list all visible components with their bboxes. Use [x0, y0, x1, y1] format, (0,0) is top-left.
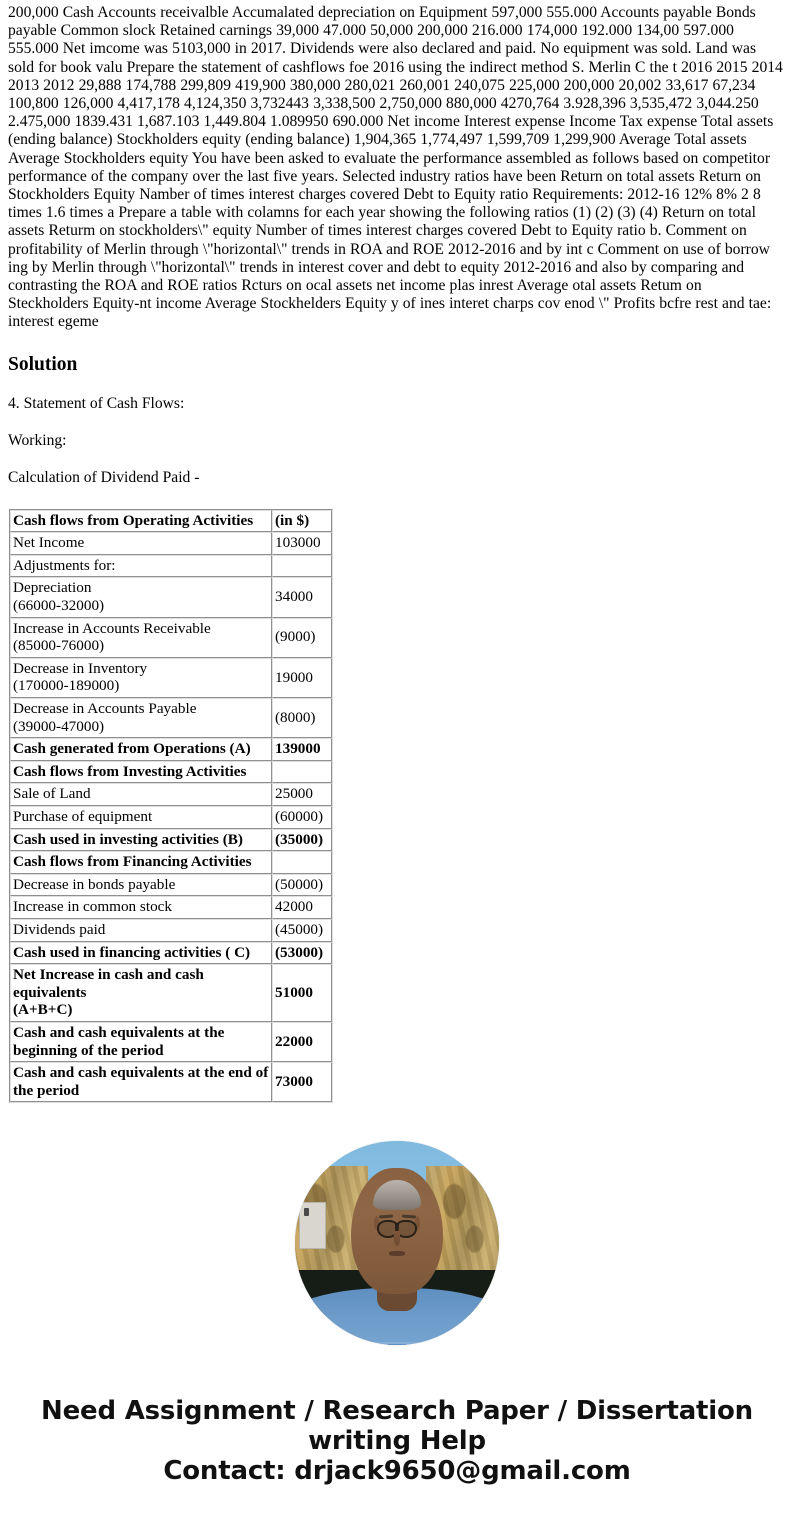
table-cell-value: (9000): [272, 618, 332, 658]
table-cell-value: [272, 555, 332, 578]
table-cell-label: Increase in Accounts Receivable (85000-76000): [10, 618, 272, 658]
hair: [373, 1180, 421, 1209]
table-cell-subtext: (A+B+C): [13, 1001, 73, 1019]
table-row: [10, 851, 332, 874]
table-row: [10, 829, 332, 852]
table-header-value: (in $): [272, 510, 332, 533]
cash-flow-table-wrapper: [0, 509, 794, 1104]
head: [351, 1168, 443, 1294]
table-cell-value: (50000): [272, 874, 332, 897]
table-cell-value: 22000: [272, 1022, 332, 1062]
table-cell-value: 19000: [272, 658, 332, 698]
table-row: [10, 942, 332, 965]
table-cell-value: 34000: [272, 577, 332, 617]
table-row: [10, 806, 332, 829]
table-row: [10, 874, 332, 897]
table-row: [10, 964, 332, 1022]
table-cell-label: Cash used in investing activities (B): [10, 829, 272, 852]
solution-heading: Solution: [8, 353, 78, 375]
table-cell-label: Decrease in Inventory (170000-189000): [10, 658, 272, 698]
table-row: [10, 698, 332, 738]
statement-of-cash-flows-line: 4. Statement of Cash Flows:: [8, 394, 185, 412]
table-cell-value: 42000: [272, 896, 332, 919]
table-cell-subtext: (39000-47000): [13, 717, 105, 735]
glasses-bridge: [395, 1224, 400, 1226]
table-row: [10, 1022, 332, 1062]
table-cell-subtext: (85000-76000): [13, 637, 105, 655]
shirt-placket: [387, 1344, 407, 1346]
table-cell-label: Depreciation (66000-32000): [10, 577, 272, 617]
table-row: [10, 658, 332, 698]
table-row: [10, 618, 332, 658]
table-cell-label: Cash and cash equivalents at the beginning of the period: [10, 1022, 272, 1062]
calculation-of-dividend-paid-line: Calculation of Dividend Paid -: [8, 468, 200, 486]
table-cell-label: Cash and cash equivalents at the end of the period: [10, 1062, 272, 1102]
avatar-scene: [295, 1141, 499, 1345]
table-row: [10, 783, 332, 806]
table-row: [10, 555, 332, 578]
table-cell-value: 73000: [272, 1062, 332, 1102]
footer-line-3: Contact: drjack9650@gmail.com: [163, 1456, 631, 1487]
table-cell-value: 103000: [272, 532, 332, 555]
table-cell-value: 139000: [272, 738, 332, 761]
cash-flow-statement-table: [9, 509, 333, 1104]
table-row: [10, 761, 332, 784]
table-cell-label: Dividends paid: [10, 919, 272, 942]
table-row: [10, 577, 332, 617]
table-cell-label: Cash generated from Operations (A): [10, 738, 272, 761]
table-cell-value: [272, 761, 332, 784]
table-cell-label: Decrease in bonds payable: [10, 874, 272, 897]
table-row: [10, 738, 332, 761]
table-cell-value: 51000: [272, 964, 332, 1022]
table-cell-label: Cash flows from Financing Activities: [10, 851, 272, 874]
eyebrow-left: [379, 1215, 393, 1219]
table-row: [10, 896, 332, 919]
table-cell-label: Adjustments for:: [10, 555, 272, 578]
table-cell-value: (53000): [272, 942, 332, 965]
table-cell-label: Net Increase in cash and cash equivalents (A+B+C): [10, 964, 272, 1022]
table-cell-label: Net Income: [10, 532, 272, 555]
footer-line-1: Need Assignment / Research Paper / Dissertation: [41, 1396, 753, 1427]
table-cell-value: (8000): [272, 698, 332, 738]
table-header-row: [10, 510, 332, 533]
table-cell-subtext: (170000-189000): [13, 677, 120, 695]
profile-photo-area: [0, 1141, 794, 1350]
contact-footer: [0, 1396, 794, 1502]
avatar: [295, 1141, 499, 1345]
table-cell-label: Cash flows from Investing Activities: [10, 761, 272, 784]
table-row: [10, 919, 332, 942]
footer-line-2: writing Help: [308, 1426, 486, 1457]
table-cell-value: (35000): [272, 829, 332, 852]
table-cell-label: Purchase of equipment: [10, 806, 272, 829]
question-paragraph: 200,000 Cash Accounts receivalble Accumalated depreciation on Equipment 597,000 555.000 Accounts payable Bonds payable Common slock Retained carnings 39,000 47.000 50,000 200,000 216.000 174,000 192.000 134,00 597.000 555.000 Net imcome was 5103,000 in 2017. Dividends were also declared and paid. No equipment was sold. Land was sold for book valu Prepare the statement of cashflows foe 2016 using the indirect method S. Merlin C the t 2016 2015 2014 2013 2012 29,888 174,788 299,809 419,900 380,000 280,021 260,001 240,075 225,000 200,000 20,002 33,617 67,234 100,800 126,000 4,417,178 4,124,350 3,732443 3,338,500 2,750,000 880,000 4270,764 3.928,396 3,535,472 3,044.250 2.475,000 1839.431 1,687.103 1,449.804 1.089950 690.000 Net income Interest expense Income Tax expense Total assets (ending balance) Stockholders equity (ending balance) 1,904,365 1,774,497 1,599,709 1,299,900 Average Total assets Average Stockholders equity You have been asked to evaluate the performance assembled as follows based on competitor performance of the company over the last five years. Selected industry ratios have been Return on total assets Return on Stockholders Equity Namber of times interest charges covered Debt to Equity ratio Requirements: 2012-16 12% 8% 2 8 times 1.6 times a Prepare a table with colamns for each year showing the following ratios (1) (2) (3) (4) Return on total assets Returm on stockholders\" equity Number of times interest charges covered Debt to Equity ratio b. Comment on profitability of Merlin through \"horizontal\" trends in ROA and ROE 2012-2016 and by int c Comment on use of borrow ing by Merlin through \"horizontal\" trends in interest cover and debt to equity 2012-2016 and also by comparing and contrasting the ROA and ROE ratios Rcturs on ocal assets net income plas inrest Average otal assets Retum on Steckholders Equity-nt income Average Stockhelders Equity y of ines interet charps cov enod \" Profits bcfre rest and tae: interest egeme: [8, 4, 783, 331]
eyebrow-right: [402, 1215, 416, 1219]
table-cell-label: Increase in common stock: [10, 896, 272, 919]
wall-switch-plate: [299, 1202, 325, 1249]
table-cell-value: (45000): [272, 919, 332, 942]
table-cell-value: (60000): [272, 806, 332, 829]
table-cell-label: Cash used in financing activities ( C): [10, 942, 272, 965]
table-row: [10, 532, 332, 555]
nose: [394, 1231, 400, 1246]
mouth: [389, 1251, 406, 1255]
table-header-label: Cash flows from Operating Activities: [10, 510, 272, 533]
table-cell-subtext: (66000-32000): [13, 597, 105, 615]
table-cell-label: Decrease in Accounts Payable (39000-47000): [10, 698, 272, 738]
working-line: Working:: [8, 431, 67, 449]
table-cell-value: 25000: [272, 783, 332, 806]
table-cell-label: Sale of Land: [10, 783, 272, 806]
table-row: [10, 1062, 332, 1102]
table-cell-value: [272, 851, 332, 874]
